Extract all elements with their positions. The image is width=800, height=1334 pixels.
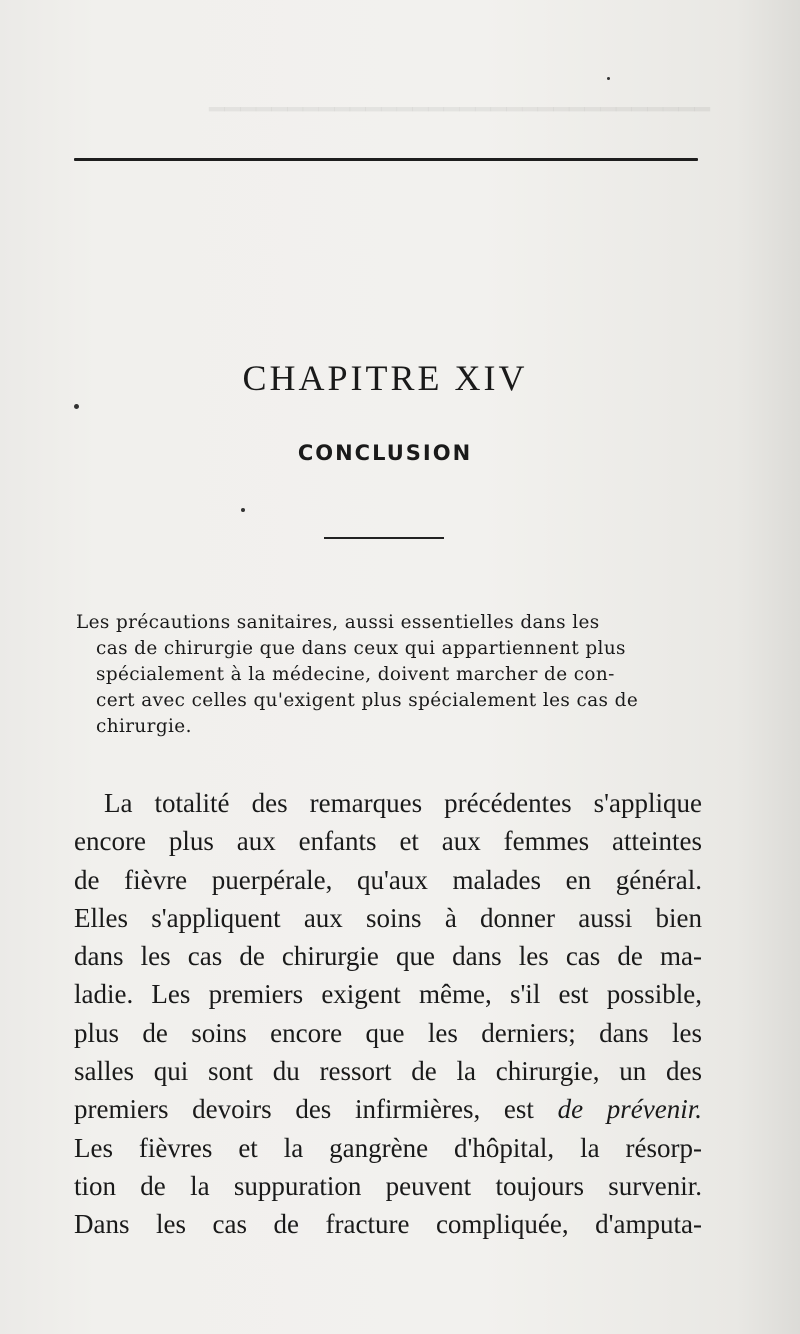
body-line: ladie. Les premiers exigent même, s'il est possible, (74, 979, 702, 1010)
section-divider (324, 537, 444, 539)
chapter-summary (76, 610, 700, 740)
body-line: salles qui sont du ressort de la chirurgie, un des (74, 1056, 702, 1087)
body-line: encore plus aux enfants et aux femmes atteintes (74, 826, 702, 857)
body-line: tion de la suppuration peuvent toujours survenir. (74, 1170, 702, 1201)
summary-line: Les précautions sanitaires, aussi essentielles dans les (76, 612, 600, 633)
section-title: CONCLUSION (297, 441, 473, 465)
header-rule (74, 158, 698, 161)
summary-line: cas de chirurgie que dans ceux qui appartiennent plus (96, 638, 626, 659)
summary-line: cert avec celles qu'exigent plus spécialement les cas de (96, 690, 639, 711)
body-line: Dans les cas de fracture compliquée, d'amputa- (74, 1209, 702, 1240)
body-line: dans les cas de chirurgie que dans les cas de ma- (74, 941, 702, 972)
body-line (74, 1090, 702, 1128)
body-text (74, 784, 702, 1244)
body-line: de fièvre puerpérale, qu'aux malades en général. (74, 864, 702, 895)
emphasis-text: de prévenir. (557, 1094, 702, 1125)
chapter-title: CHAPITRE XIV (242, 358, 528, 398)
show-through-texture: ━━━━━━━━━━━━━━━━━━━━━━━━━━━━━━━━ (209, 95, 710, 125)
body-line: Elles s'appliquent aux soins à donner aussi bien (74, 902, 702, 933)
body-line-text: premiers devoirs des infirmières, est (74, 1094, 558, 1125)
summary-line: spécialement à la médecine, doivent marcher de con- (96, 664, 615, 685)
ink-speck (241, 508, 245, 512)
ink-speck (74, 404, 79, 409)
body-line: Les fièvres et la gangrène d'hôpital, la résorp- (74, 1132, 702, 1163)
ink-speck (607, 77, 610, 80)
body-line: plus de soins encore que les derniers; dans les (74, 1017, 702, 1048)
body-line: La totalité des remarques précédentes s'applique (104, 788, 702, 818)
summary-line: chirurgie. (96, 716, 192, 737)
